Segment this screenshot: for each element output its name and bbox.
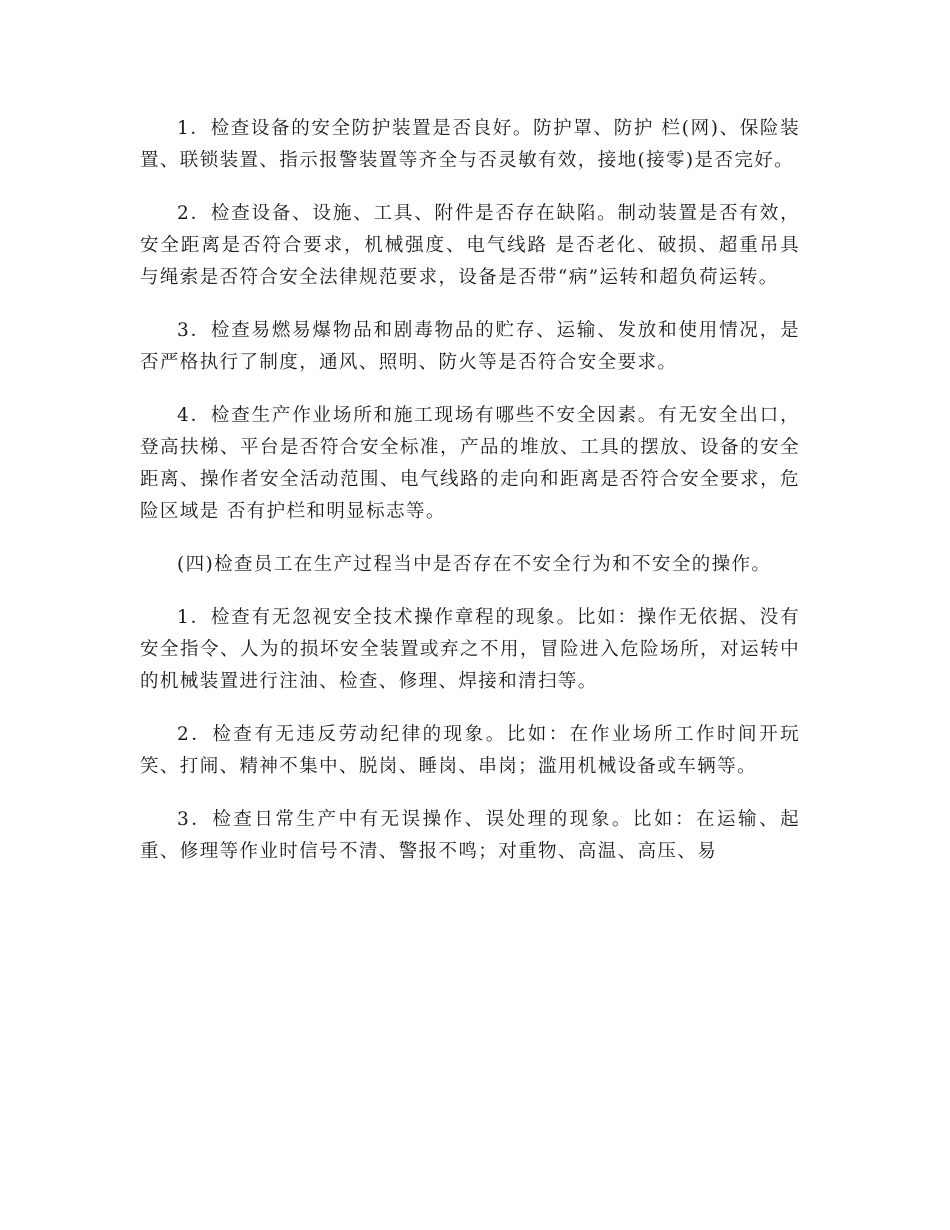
paragraph-hazardous-materials: 3．检查易燃易爆物品和剧毒物品的贮存、运输、发放和使用情况，是否严格执行了制度，通风、照明、防火等是否符合安全要求。 bbox=[140, 320, 800, 373]
document-body bbox=[140, 113, 800, 889]
section-heading-unsafe-behavior: (四)检查员工在生产过程当中是否存在不安全行为和不安全的操作。 bbox=[177, 554, 772, 575]
paragraph-equipment-protection: 1．检查设备的安全防护装置是否良好。防护罩、防护 栏(网)、保险装置、联锁装置、指示报警装置等齐全与否灵敏有效，接地(接零)是否完好。 bbox=[140, 118, 800, 171]
paragraph-operating-rules: 1．检查有无忽视安全技术操作章程的现象。比如：操作无依据、没有安全指令、人为的损坏安全装置或弃之不用，冒险进入危险场所，对运转中的机械装置进行注油、检查、修理、焊接和清扫等。 bbox=[140, 607, 800, 692]
paragraph-misoperation: 3．检查日常生产中有无误操作、误处理的现象。比如：在运输、起重、修理等作业时信号不清、警报不鸣；对重物、高温、高压、易 bbox=[140, 809, 800, 862]
paragraph-worksite-hazards: 4．检查生产作业场所和施工现场有哪些不安全因素。有无安全出口，登高扶梯、平台是否符合安全标准，产品的堆放、工具的摆放、设备的安全距离、操作者安全活动范围、电气线路的走向和距离是否符合安全要求，危险区域是 否有护栏和明显标志等。 bbox=[140, 405, 800, 522]
paragraph-equipment-defects: 2．检查设备、设施、工具、附件是否存在缺陷。制动装置是否有效，安全距离是否符合要求，机械强度、电气线路 是否老化、破损、超重吊具与绳索是否符合安全法律规范要求，设备是否带“病”运转和超负荷运转。 bbox=[140, 203, 800, 288]
paragraph-labor-discipline: 2．检查有无违反劳动纪律的现象。比如：在作业场所工作时间开玩笑、打闹、精神不集中、脱岗、睡岗、串岗；滥用机械设备或车辆等。 bbox=[140, 724, 800, 777]
